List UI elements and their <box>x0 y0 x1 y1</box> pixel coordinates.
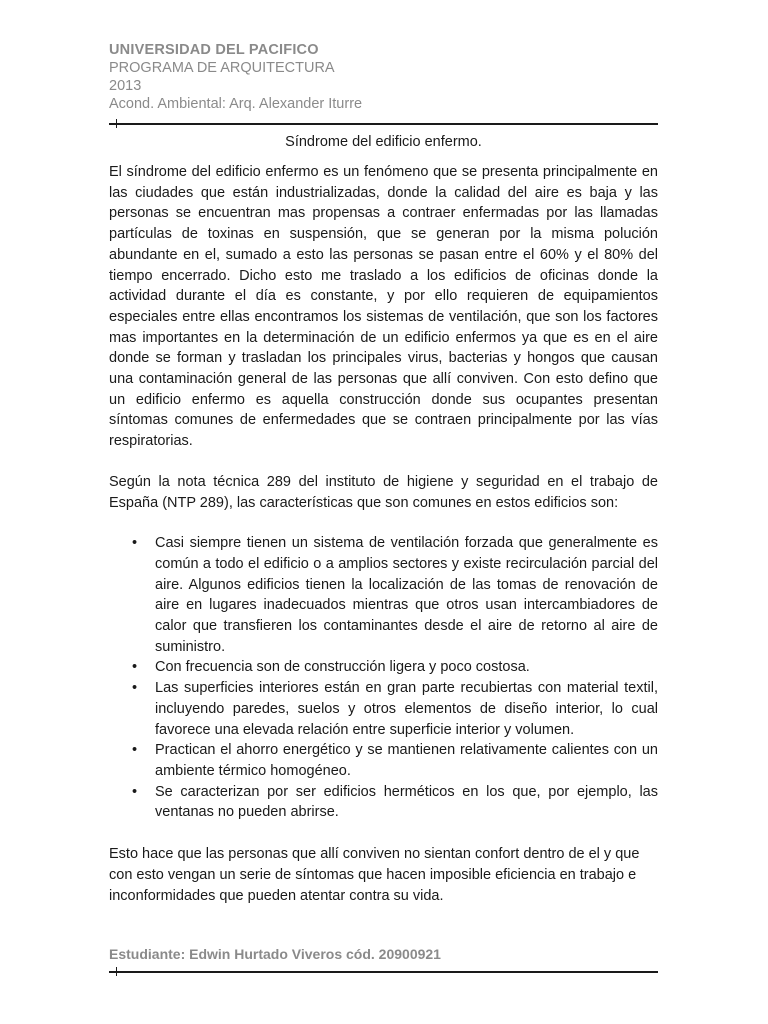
list-item: • Con frecuencia son de construcción ligera y poco costosa. <box>155 657 658 678</box>
intro-paragraph: El síndrome del edificio enfermo es un fenómeno que se presenta principalmente en las ciudades que están industrializadas, donde la calidad del aire es baja y las personas se encuentran mas propensas a contraer enfermadas por las llamadas partículas de toxinas en suspensión, que se generan por la misma polución abundante en el, sumado a esto las personas se pasan entre el 60% y el 80% del tiempo encerrado. Dicho esto me traslado a los edificios de oficinas donde la actividad durante el día es constante, y por ello requieren de equipamientos especiales entre ellas encontramos los sistemas de ventilación, que son los factores mas importantes en la determinación de un edificio enfermos ya que es en el aire donde se forman y trasladan los principales virus, bacterias y hongos que causan una contaminación general de las personas que allí conviven. Con esto defino que un edificio enfermo es aquella construcción donde sus ocupantes presentan síntomas comunes de enfermedades que se contraen principalmente por las vías respiratorias. <box>109 164 658 450</box>
footer-divider <box>109 971 658 973</box>
program-name: PROGRAMA DE ARQUITECTURA <box>109 60 335 76</box>
list-item: • Las superficies interiores están en gran parte recubiertas con material textil, incluyendo paredes, suelos y otros elementos de diseño interior, lo cual favorece una elevada relación entre superficie interior y volumen. <box>155 678 658 740</box>
document-body <box>109 162 658 906</box>
year: 2013 <box>109 78 142 94</box>
list-item: • Casi siempre tienen un sistema de ventilación forzada que generalmente es común a todo el edificio o a amplios sectores y existe recirculación parcial del aire. Algunos edificios tienen la localización de las tomas de renovación de aire en lugares inadecuados mientras que otros usan intercambiadores de calor que transfieren los contaminantes desde el aire de retorno al aire de suministro. <box>155 533 658 657</box>
ntp-paragraph: Según la nota técnica 289 del instituto de higiene y seguridad en el trabajo de España (NTP 289), las características que son comunes en estos edificios son: <box>109 473 658 511</box>
document-title: Síndrome del edificio enfermo. <box>285 134 482 150</box>
conclusion-paragraph: Esto hace que las personas que allí conviven no sientan confort dentro de el y que con esto vengan un serie de síntomas que hacen imposible eficiencia en trabajo e inconformidades que pueden atentar contra su vida. <box>109 846 640 904</box>
list-item: • Practican el ahorro energético y se mantienen relativamente calientes con un ambiente térmico homogéneo. <box>155 740 658 781</box>
list-item: • Se caracterizan por ser edificios herméticos en los que, por ejemplo, las ventanas no pueden abrirse. <box>155 782 658 823</box>
footer-divider-tick <box>116 967 117 976</box>
page-header <box>109 41 657 113</box>
header-divider-tick <box>116 119 117 128</box>
features-list <box>109 533 658 823</box>
university-name: UNIVERSIDAD DEL PACIFICO <box>109 42 319 58</box>
student-footer: Estudiante: Edwin Hurtado Viveros cód. 20900921 <box>109 946 441 962</box>
course-name: Acond. Ambiental: Arq. Alexander Iturre <box>109 96 363 112</box>
header-divider <box>109 123 658 125</box>
